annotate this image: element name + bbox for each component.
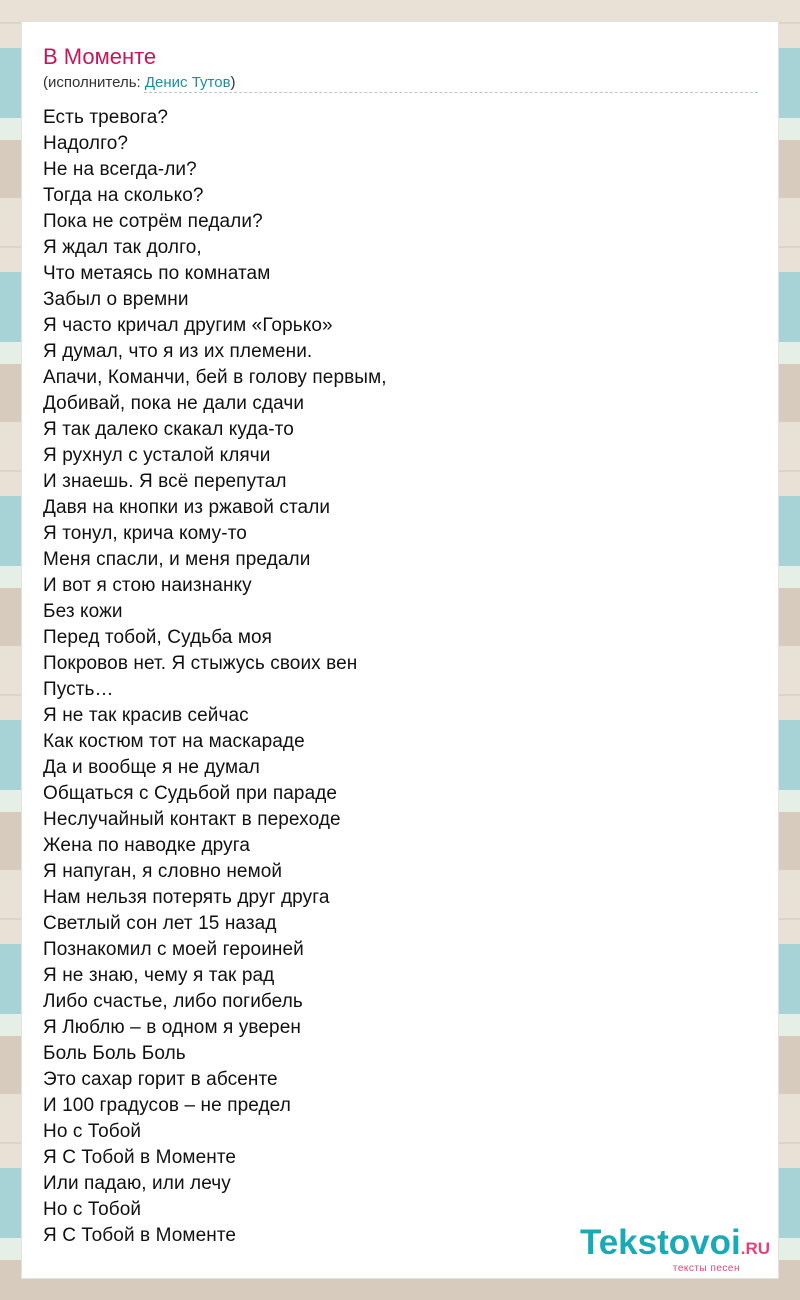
artist-prefix: (исполнитель: [43, 74, 145, 91]
lyric-line: Что метаясь по комнатам [43, 263, 271, 284]
lyric-line: Это сахар горит в абсенте [43, 1069, 278, 1090]
lyric-line: Я часто кричал другим «Горько» [43, 315, 333, 336]
lyric-line: Общаться с Судьбой при параде [43, 783, 338, 804]
song-title: В Моменте [43, 44, 157, 69]
lyric-line: Я С Тобой в Моменте [43, 1225, 237, 1246]
lyric-line: Нам нельзя потерять друг друга [43, 887, 330, 908]
lyric-line: Я не так красив сейчас [43, 705, 249, 726]
lyric-line: Я не знаю, чему я так рад [43, 965, 275, 986]
lyric-line: Либо счастье, либо погибель [43, 991, 303, 1012]
lyric-line: Но с Тобой [43, 1121, 142, 1142]
logo-subtitle: тексты песен [672, 1263, 740, 1274]
lyric-line: Я Люблю – в одном я уверен [43, 1017, 301, 1038]
artist-line [43, 74, 236, 92]
lyric-line: Пусть… [43, 679, 114, 700]
lyric-line: Покровов нет. Я стыжусь своих вен [43, 653, 358, 674]
lyric-line: Добивай, пока не дали сдачи [43, 393, 305, 414]
logo-wordmark [580, 1225, 770, 1267]
lyric-line: Я так далеко скакал куда-то [43, 419, 294, 440]
logo-main-text: Tekstovoi [579, 1223, 741, 1262]
lyric-line: Я тонул, крича кому-то [43, 523, 247, 544]
lyric-line: Забыл о времни [43, 289, 189, 310]
lyric-line: И 100 градусов – не предел [43, 1095, 291, 1116]
lyric-line: Есть тревога? [43, 107, 169, 128]
artist-link[interactable]: Денис Тутов [144, 74, 231, 91]
lyric-line: Тогда на сколько? [43, 185, 204, 206]
lyric-line: Я думал, что я из их племени. [43, 341, 313, 362]
lyric-line: Да и вообще я не думал [43, 757, 260, 778]
lyric-line: Я напуган, я словно немой [43, 861, 283, 882]
site-logo[interactable] [580, 1225, 770, 1274]
lyric-line: Не на всегда-ли? [43, 159, 197, 180]
lyric-line: Светлый сон лет 15 назад [43, 913, 277, 934]
lyric-line: Я рухнул с усталой клячи [43, 445, 271, 466]
lyric-line: Я ждал так долго, [43, 237, 202, 258]
lyric-line: Давя на кнопки из ржавой стали [43, 497, 331, 518]
lyric-line: Или падаю, или лечу [43, 1173, 231, 1194]
dashed-divider [144, 92, 758, 93]
lyrics-list [43, 105, 387, 1249]
lyric-line: Я С Тобой в Моменте [43, 1147, 237, 1168]
lyric-line: Меня спасли, и меня предали [43, 549, 311, 570]
lyric-line: Перед тобой, Судьба моя [43, 627, 273, 648]
lyric-line: Познакомил с моей героиней [43, 939, 304, 960]
lyrics-card [22, 22, 778, 1278]
lyric-line: И знаешь. Я всё перепутал [43, 471, 287, 492]
lyric-line: Надолго? [43, 133, 129, 154]
lyric-line: Без кожи [43, 601, 123, 622]
lyric-line: Пока не сотрём педали? [43, 211, 263, 232]
lyric-line: И вот я стою наизнанку [43, 575, 252, 596]
lyric-line: Боль Боль Боль [43, 1043, 186, 1064]
lyric-line: Неслучайный контакт в переходе [43, 809, 341, 830]
lyric-line: Жена по наводке друга [43, 835, 251, 856]
lyric-line: Апачи, Команчи, бей в голову первым, [43, 367, 387, 388]
lyric-line: Как костюм тот на маскараде [43, 731, 305, 752]
artist-suffix: ) [230, 74, 236, 91]
lyric-line: Но с Тобой [43, 1199, 142, 1220]
logo-tld: .RU [740, 1239, 770, 1258]
